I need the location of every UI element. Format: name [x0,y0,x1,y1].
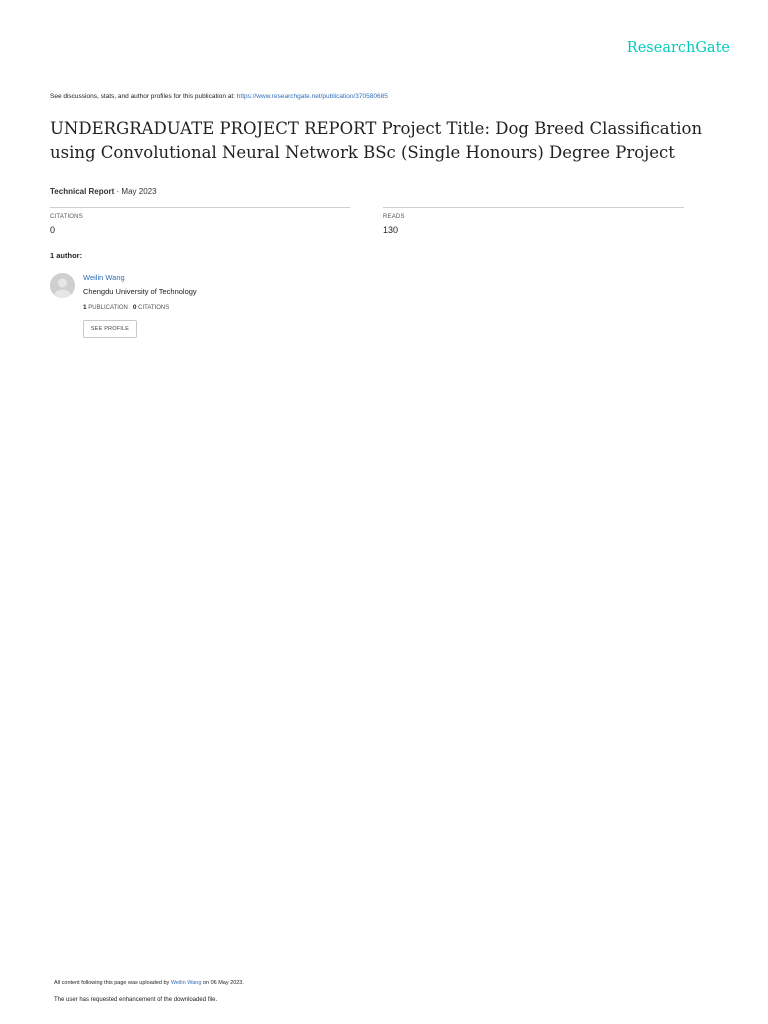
reads-count: 130 [383,225,399,235]
upload-prefix: All content following this page was uploaded by [54,980,171,986]
publication-title-line: UNDERGRADUATE PROJECT REPORT Project Title: Dog Breed Classification [50,119,703,138]
citations-label: CITATIONS [50,214,83,220]
see-profile-button[interactable]: SEE PROFILE [83,320,137,338]
publication-date: · May 2023 [114,187,157,196]
author-stats [83,304,169,311]
publication-title-line: using Convolutional Neural Network BSc (Single Honours) Degree Project [50,143,675,162]
author-publications-label: PUBLICATION [86,305,128,311]
author-name-link[interactable]: Weilin Wang [83,273,125,282]
author-publications-count: 1 [83,304,87,311]
author-citations-count: 0 [132,304,137,311]
publication-type: Technical Report [50,187,115,196]
citations-count: 0 [50,225,56,235]
publication-link[interactable]: https://www.researchgate.net/publication/370580685 [236,93,388,100]
uploader-link[interactable]: Weilin Wang [170,980,202,986]
publication-title [50,117,710,165]
author-avatar-icon[interactable] [50,273,75,298]
discussion-text: See discussions, stats, and author profiles for this publication at: [50,93,237,100]
author-institution: Chengdu University of Technology [83,287,197,296]
upload-suffix: on 06 May 2023. [201,980,244,986]
discussion-line [50,93,388,100]
reads-label: READS [383,214,405,220]
publication-meta [50,187,157,196]
authors-heading: 1 author: [50,251,83,260]
reads-divider [383,207,684,208]
enhancement-note: The user has requested enhancement of the downloaded file. [54,997,218,1003]
author-citations-label: CITATIONS [136,305,170,311]
user-silhouette-icon [50,273,75,298]
researchgate-logo[interactable]: ResearchGate [626,40,730,56]
upload-note [54,980,244,986]
citations-divider [50,207,350,208]
